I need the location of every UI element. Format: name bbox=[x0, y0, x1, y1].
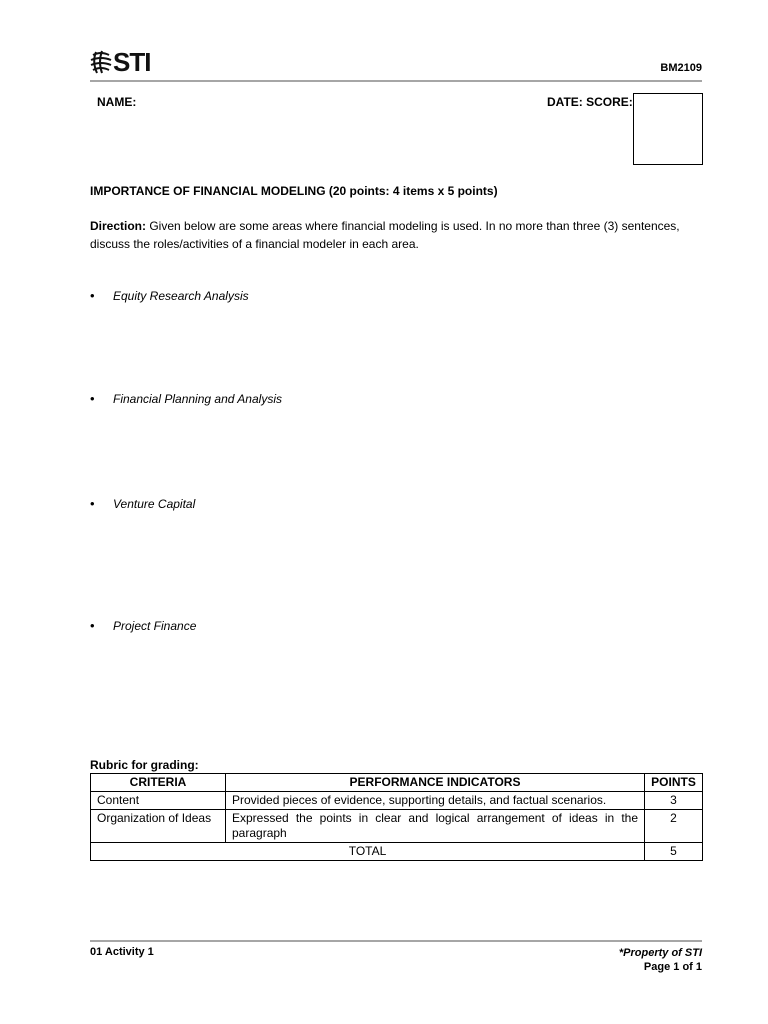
points-cell: 2 bbox=[645, 810, 703, 843]
table-header-row bbox=[91, 774, 703, 792]
list-item bbox=[90, 391, 282, 406]
date-score-label: DATE: SCORE: bbox=[547, 95, 633, 109]
item-label: Venture Capital bbox=[113, 496, 196, 511]
header-criteria: CRITERIA bbox=[91, 774, 226, 792]
list-item bbox=[90, 496, 195, 511]
direction-text: Given below are some areas where financial modeling is used. In no more than three (3) sentences, discuss the roles/activities of a financial modeler in each area. bbox=[90, 219, 680, 251]
property-notice: *Property of STI bbox=[618, 947, 702, 959]
criteria-cell: Organization of Ideas bbox=[91, 810, 226, 843]
activity-title: IMPORTANCE OF FINANCIAL MODELING (20 points: 4 items x 5 points) bbox=[90, 184, 498, 198]
page-number: Page 1 of 1 bbox=[643, 961, 702, 973]
item-label: Financial Planning and Analysis bbox=[113, 391, 282, 406]
bullet-icon: • bbox=[90, 391, 95, 406]
score-box bbox=[633, 93, 703, 165]
indicator-cell: Provided pieces of evidence, supporting details, and factual scenarios. bbox=[226, 792, 645, 810]
table-row bbox=[91, 792, 703, 810]
table-row bbox=[91, 810, 703, 843]
total-row bbox=[91, 843, 703, 861]
sti-logo bbox=[90, 48, 150, 76]
item-label: Project Finance bbox=[113, 618, 197, 633]
logo-text: STI bbox=[113, 47, 151, 77]
list-item bbox=[90, 618, 196, 633]
name-label: NAME: bbox=[97, 95, 137, 109]
direction-paragraph bbox=[90, 217, 710, 253]
rubric-title: Rubric for grading: bbox=[90, 758, 199, 772]
total-points: 5 bbox=[645, 843, 703, 861]
footer-activity-label: 01 Activity 1 bbox=[90, 946, 154, 958]
criteria-cell: Content bbox=[91, 792, 226, 810]
item-label: Equity Research Analysis bbox=[113, 288, 249, 303]
bullet-icon: • bbox=[90, 618, 95, 633]
list-item bbox=[90, 288, 249, 303]
document-code: BM2109 bbox=[660, 62, 702, 74]
indicator-cell: Expressed the points in clear and logical arrangement of ideas in the paragraph bbox=[226, 810, 645, 843]
footer-divider bbox=[90, 940, 702, 942]
points-cell: 3 bbox=[645, 792, 703, 810]
bullet-icon: • bbox=[90, 496, 95, 511]
header-indicators: PERFORMANCE INDICATORS bbox=[226, 774, 645, 792]
total-label: TOTAL bbox=[91, 843, 645, 861]
footer-right bbox=[619, 946, 702, 974]
header-points: POINTS bbox=[645, 774, 703, 792]
rubric-table bbox=[90, 773, 703, 861]
bullet-icon: • bbox=[90, 288, 95, 303]
direction-lead: Direction: bbox=[90, 219, 147, 233]
globe-icon bbox=[90, 50, 112, 74]
header-divider bbox=[90, 80, 702, 82]
